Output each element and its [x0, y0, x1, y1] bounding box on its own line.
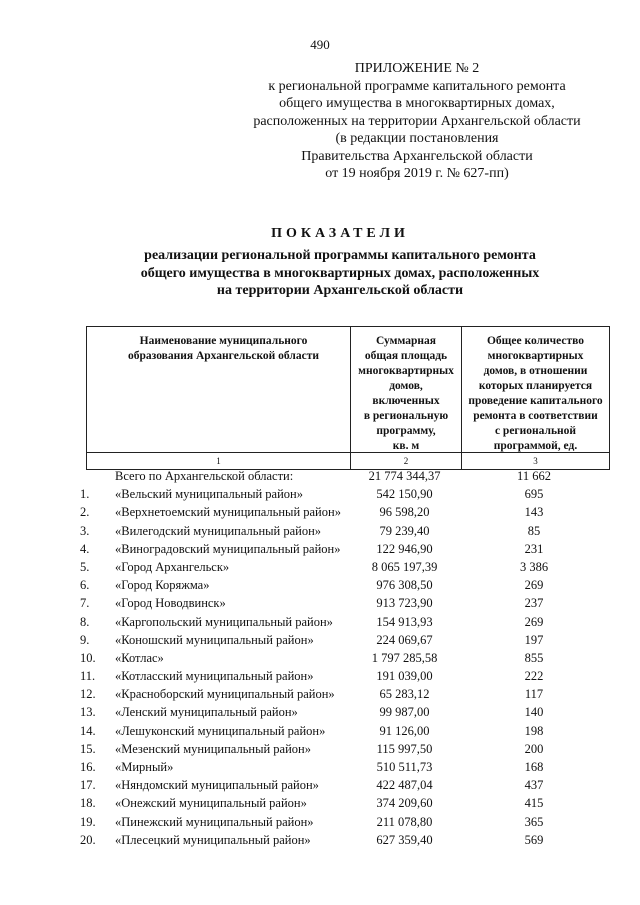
count-value: 140 [524, 705, 544, 720]
table-row [0, 776, 640, 794]
header-area [350, 327, 461, 452]
municipality-name: «Ленский муниципальный район» [115, 705, 298, 720]
area-value: 422 487,04 [376, 778, 433, 793]
area-value: 115 997,50 [376, 741, 433, 756]
row-number: 12. [80, 687, 96, 702]
appendix-line: (в редакции постановления [335, 131, 499, 146]
area-value: 374 209,60 [376, 796, 433, 811]
row-number: 5. [80, 559, 90, 574]
table-row [0, 831, 640, 849]
document-subtitle [0, 247, 640, 300]
row-number: 2. [80, 505, 90, 520]
table-row [0, 667, 640, 685]
count-value: 11 662 [517, 469, 551, 483]
header-count [461, 327, 609, 452]
header-municipality [87, 327, 350, 452]
area-value: 65 283,12 [379, 687, 430, 702]
row-number: 11. [80, 669, 96, 684]
header-line: ремонта в соответствии [473, 410, 598, 422]
appendix-line: к региональной программе капитального ремонта [268, 78, 566, 94]
row-number: 1. [80, 487, 90, 502]
area-value: 99 987,00 [379, 705, 430, 720]
count-value: 231 [524, 541, 544, 556]
appendix-line: общего имущества в многоквартирных домах, [279, 96, 555, 111]
header-line: проведение капитального [468, 395, 603, 407]
table-row [0, 703, 640, 721]
appendix-line: от 19 ноября 2019 г. № 627-пп) [325, 166, 509, 181]
table-row [0, 576, 640, 594]
area-value: 79 239,40 [379, 523, 430, 538]
appendix-block [222, 60, 612, 183]
header-line: включенных [372, 395, 440, 407]
appendix-line: Правительства Архангельской области [301, 148, 533, 164]
table-row [0, 813, 640, 831]
count-value: 222 [524, 669, 544, 684]
row-number: 4. [80, 541, 90, 556]
municipality-name: «Котласский муниципальный район» [115, 669, 314, 684]
area-value: 976 308,50 [376, 578, 433, 593]
area-value: 224 069,67 [376, 632, 433, 647]
header-line: программой, ед. [493, 440, 578, 452]
header-line: домов, в отношении [483, 365, 588, 377]
municipality-name: «Каргопольский муниципальный район» [115, 614, 333, 629]
municipality-name: Всего по Архангельской области: [115, 469, 294, 483]
municipality-name: «Красноборский муниципальный район» [115, 687, 335, 702]
area-value: 96 598,20 [379, 505, 430, 520]
page-number: 490 [310, 37, 330, 52]
header-line: Общее количество [486, 335, 584, 347]
count-value: 569 [524, 832, 544, 847]
row-number: 20. [80, 832, 96, 847]
count-value: 269 [524, 614, 544, 629]
count-value: 269 [524, 578, 544, 593]
table-row [0, 685, 640, 703]
count-value: 143 [524, 505, 544, 520]
header-line: общая площадь [364, 350, 448, 362]
table-row [0, 631, 640, 649]
municipality-name: «Город Архангельск» [115, 559, 230, 574]
municipality-name: «Котлас» [115, 650, 164, 665]
area-value: 627 359,40 [376, 832, 433, 847]
table-row [0, 722, 640, 740]
header-line: с региональной [494, 425, 577, 437]
row-number: 8. [80, 614, 90, 629]
area-value: 8 065 197,39 [371, 559, 438, 574]
count-value: 237 [524, 596, 544, 611]
header-line: в региональную [363, 410, 449, 422]
row-number: 18. [80, 796, 96, 811]
header-line: Наименование муниципального [139, 335, 308, 347]
municipality-name: «Лешуконский муниципальный район» [115, 723, 326, 738]
count-value: 3 386 [519, 559, 549, 574]
header-line: многоквартирных [487, 350, 584, 362]
municipality-name: «Верхнетоемский муниципальный район» [115, 505, 341, 520]
municipality-name: «Мезенский муниципальный район» [115, 741, 311, 756]
row-number: 19. [80, 814, 96, 829]
municipality-name: «Вельский муниципальный район» [115, 487, 303, 502]
table-row [0, 558, 640, 576]
row-number: 9. [80, 632, 90, 647]
document-title: ПОКАЗАТЕЛИ [271, 226, 409, 241]
row-number: 16. [80, 760, 96, 774]
count-value: 197 [524, 632, 544, 647]
table-row [0, 467, 640, 485]
count-value: 117 [524, 687, 544, 702]
area-value: 191 039,00 [376, 669, 433, 684]
table-body [0, 467, 640, 849]
header-line: Суммарная [376, 335, 436, 347]
indicators-table [80, 326, 610, 847]
area-value: 21 774 344,37 [368, 469, 441, 483]
area-value: 154 913,93 [376, 614, 433, 629]
subtitle-line: на территории Архангельской области [216, 283, 464, 298]
table-row [0, 649, 640, 667]
municipality-name: «Виноградовский муниципальный район» [115, 541, 341, 556]
municipality-name: «Город Коряжма» [115, 578, 210, 593]
municipality-name: «Вилегодский муниципальный район» [115, 523, 322, 538]
table-header [86, 326, 610, 453]
header-line: образования Архангельской области [128, 350, 319, 362]
row-number: 17. [80, 778, 96, 793]
row-number: 6. [80, 578, 90, 593]
table-row [0, 758, 640, 776]
column-number: 3 [461, 453, 609, 469]
row-number: 10. [80, 650, 96, 665]
count-value: 855 [524, 650, 544, 665]
appendix-line: ПРИЛОЖЕНИЕ № 2 [354, 61, 480, 76]
table-row [0, 485, 640, 503]
area-value: 913 723,90 [376, 596, 433, 611]
column-number: 2 [350, 453, 461, 469]
appendix-line: расположенных на территории Архангельской области [253, 113, 581, 129]
municipality-name: «Город Новодвинск» [115, 596, 226, 611]
table-row [0, 740, 640, 758]
subtitle-line: общего имущества в многоквартирных домах, расположенных [140, 265, 540, 281]
municipality-name: «Пинежский муниципальный район» [115, 814, 314, 829]
area-value: 91 126,00 [379, 723, 430, 738]
municipality-name: «Мирный» [115, 760, 174, 774]
row-number: 13. [80, 705, 96, 720]
area-value: 542 150,90 [376, 487, 433, 502]
table-row [0, 503, 640, 521]
row-number: 15. [80, 741, 96, 756]
count-value: 437 [524, 778, 544, 793]
header-line: кв. м [392, 440, 420, 452]
municipality-name: «Коношский муниципальный район» [115, 632, 314, 647]
table-row [0, 594, 640, 612]
table-row [0, 794, 640, 812]
count-value: 168 [524, 760, 544, 774]
count-value: 695 [524, 487, 544, 502]
municipality-name: «Няндомский муниципальный район» [115, 778, 319, 793]
row-number: 7. [80, 596, 90, 611]
header-line: домов, [389, 380, 423, 392]
table-row [0, 613, 640, 631]
area-value: 1 797 285,58 [371, 650, 438, 665]
municipality-name: «Плесецкий муниципальный район» [115, 832, 311, 847]
row-number: 3. [80, 523, 90, 538]
row-number: 14. [80, 723, 96, 738]
column-number: 1 [216, 456, 221, 466]
area-value: 122 946,90 [376, 541, 433, 556]
table-row [0, 522, 640, 540]
table-row [0, 540, 640, 558]
header-line: программу, [376, 425, 436, 437]
count-value: 365 [524, 814, 544, 829]
subtitle-line: реализации региональной программы капитального ремонта [144, 248, 536, 263]
area-value: 510 511,73 [376, 760, 433, 774]
count-value: 85 [527, 523, 541, 538]
municipality-name: «Онежский муниципальный район» [115, 796, 307, 811]
header-line: многоквартирных [358, 365, 454, 377]
count-value: 198 [524, 723, 544, 738]
header-line: которых планируется [478, 380, 593, 392]
count-value: 200 [524, 741, 544, 756]
area-value: 211 078,80 [376, 814, 433, 829]
count-value: 415 [524, 796, 544, 811]
